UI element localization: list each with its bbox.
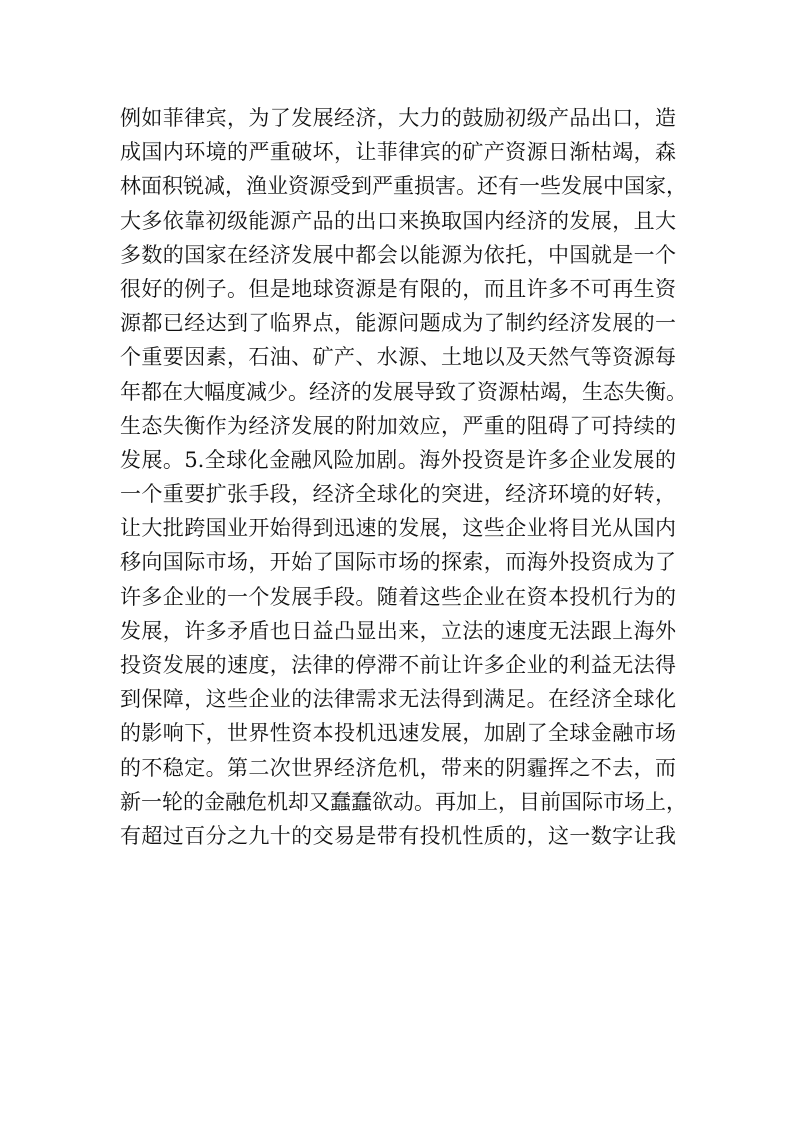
paragraph-line: 很好的例子。但是地球资源是有限的，而且许多不可再生资 (120, 276, 676, 301)
paragraph-line: 发展。5.全球化金融风险加剧。海外投资是许多企业发展的 (120, 447, 676, 472)
paragraph-line: 的影响下，世界性资本投机迅速发展，加剧了全球金融市场 (120, 721, 676, 746)
paragraph-line: 投资发展的速度，法律的停滞不前让许多企业的利益无法得 (120, 653, 676, 677)
paragraph-line: 成国内环境的严重破坏，让菲律宾的矿产资源日渐枯竭，森 (120, 140, 676, 165)
paragraph-line: 年都在大幅度减少。经济的发展导致了资源枯竭，生态失衡。 (120, 379, 687, 404)
paragraph-line: 移向国际市场，开始了国际市场的探索，而海外投资成为了 (120, 550, 676, 575)
paragraph-line: 让大批跨国业开始得到迅速的发展，这些企业将目光从国内 (120, 516, 676, 541)
paragraph-line: 例如菲律宾，为了发展经济，大力的鼓励初级产品出口，造 (120, 106, 676, 130)
paragraph-line: 有超过百分之九十的交易是带有投机性质的，这一数字让我 (120, 823, 676, 848)
paragraph-line: 许多企业的一个发展手段。随着这些企业在资本投机行为的 (120, 584, 676, 609)
paragraph-line: 的不稳定。第二次世界经济危机，带来的阴霾挥之不去，而 (120, 755, 676, 780)
paragraph-line: 多数的国家在经济发展中都会以能源为依托，中国就是一个 (120, 242, 676, 267)
paragraph-line: 大多依靠初级能源产品的出口来换取国内经济的发展，且大 (120, 208, 676, 233)
paragraph-line: 个重要因素，石油、矿产、水源、土地以及天然气等资源每 (120, 345, 676, 370)
paragraph-line: 发展，许多矛盾也日益凸显出来，立法的速度无法跟上海外 (120, 618, 676, 643)
paragraph-line: 源都已经达到了临界点，能源问题成为了制约经济发展的一 (120, 311, 676, 336)
paragraph-line: 林面积锐减，渔业资源受到严重损害。还有一些发展中国家， (120, 174, 687, 199)
paragraph-line: 一个重要扩张手段，经济全球化的突进，经济环境的好转， (120, 482, 676, 507)
paragraph-line: 到保障，这些企业的法律需求无法得到满足。在经济全球化 (120, 687, 676, 712)
paragraph-line: 新一轮的金融危机却又蠢蠢欲动。再加上，目前国际市场上， (120, 789, 687, 814)
paragraph-line: 生态失衡作为经济发展的附加效应，严重的阻碍了可持续的 (120, 413, 676, 438)
body-paragraph (120, 101, 687, 853)
